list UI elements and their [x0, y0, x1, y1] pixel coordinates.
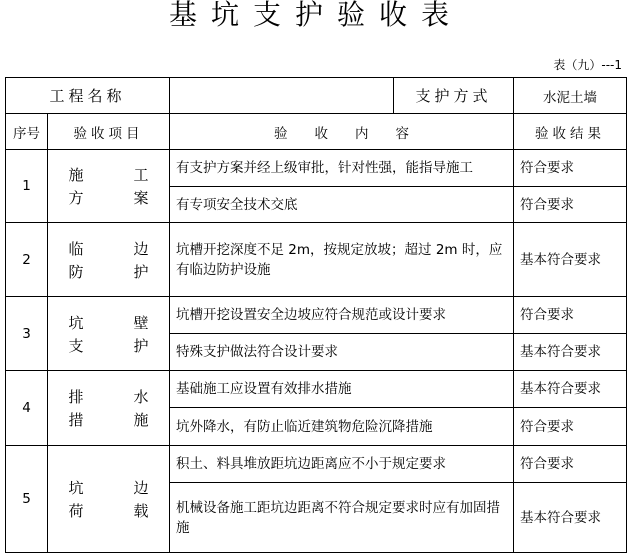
item-char: 措 — [68, 411, 84, 429]
row-seq: 2 — [6, 223, 48, 297]
item-char: 排 — [68, 388, 84, 406]
column-content: 验 收 内 容 — [170, 114, 514, 150]
row-content: 积土、料具堆放距坑边距离应不小于规定要求 — [170, 446, 514, 483]
item-char: 壁 — [133, 313, 149, 332]
item-char: 水 — [133, 388, 149, 406]
row-content: 机械设备施工距坑边距离不符合规定要求时应有加固措施 — [170, 483, 514, 553]
item-char: 载 — [133, 502, 149, 520]
support-method-label: 支护方式 — [394, 78, 514, 114]
item-char: 防 — [68, 262, 84, 281]
table-row — [6, 446, 627, 483]
table-row — [6, 297, 627, 334]
project-header-row — [6, 78, 627, 114]
row-item — [48, 150, 170, 223]
item-char: 护 — [133, 262, 149, 281]
row-item — [48, 223, 170, 297]
column-result: 验收结果 — [514, 114, 627, 150]
row-seq: 5 — [6, 446, 48, 553]
item-char: 边 — [133, 239, 149, 258]
item-char: 工 — [133, 166, 149, 184]
project-name-field[interactable] — [170, 78, 394, 114]
row-result[interactable]: 基本符合要求 — [514, 371, 627, 408]
item-char: 坑 — [68, 479, 84, 497]
table-row — [6, 223, 627, 297]
row-item — [48, 371, 170, 446]
row-result[interactable]: 符合要求 — [514, 446, 627, 483]
form-number: 表（九）---1 — [553, 58, 622, 72]
form-title: 基坑支护验收表 — [168, 0, 463, 31]
row-seq: 1 — [6, 150, 48, 223]
row-content: 特殊支护做法符合设计要求 — [170, 334, 514, 371]
column-item: 验收项目 — [48, 114, 170, 150]
row-content: 有专项安全技术交底 — [170, 187, 514, 223]
project-name-label: 工程名称 — [6, 78, 170, 114]
item-char: 支 — [68, 336, 84, 355]
row-result[interactable]: 符合要求 — [514, 187, 627, 223]
row-seq: 4 — [6, 371, 48, 446]
column-seq: 序号 — [6, 114, 48, 150]
row-content: 基础施工应设置有效排水措施 — [170, 371, 514, 408]
table-row — [6, 371, 627, 408]
row-content: 坑外降水，有防止临近建筑物危险沉降措施 — [170, 408, 514, 446]
row-content: 坑槽开挖设置安全边坡应符合规范或设计要求 — [170, 297, 514, 334]
support-method-value[interactable]: 水泥土墙 — [514, 78, 627, 114]
item-char: 施 — [68, 166, 84, 184]
item-char: 案 — [133, 189, 149, 207]
row-result[interactable]: 符合要求 — [514, 408, 627, 446]
row-result[interactable]: 基本符合要求 — [514, 223, 627, 297]
row-result[interactable]: 基本符合要求 — [514, 483, 627, 553]
row-result[interactable]: 基本符合要求 — [514, 334, 627, 371]
item-char: 坑 — [68, 313, 84, 332]
item-char: 边 — [133, 479, 149, 497]
row-result[interactable]: 符合要求 — [514, 150, 627, 187]
row-content: 有支护方案并经上级审批，针对性强，能指导施工 — [170, 150, 514, 187]
item-char: 护 — [133, 336, 149, 355]
row-content: 坑槽开挖深度不足 2m，按规定放坡；超过 2m 时，应有临边防护设施 — [170, 223, 514, 297]
row-seq: 3 — [6, 297, 48, 371]
column-header-row — [6, 114, 627, 150]
table-row — [6, 150, 627, 187]
row-result[interactable]: 符合要求 — [514, 297, 627, 334]
row-item — [48, 297, 170, 371]
item-char: 施 — [133, 411, 149, 429]
item-char: 荷 — [68, 502, 84, 520]
item-char: 方 — [68, 189, 84, 207]
item-char: 临 — [68, 239, 84, 258]
inspection-table — [5, 77, 627, 553]
row-item — [48, 446, 170, 553]
